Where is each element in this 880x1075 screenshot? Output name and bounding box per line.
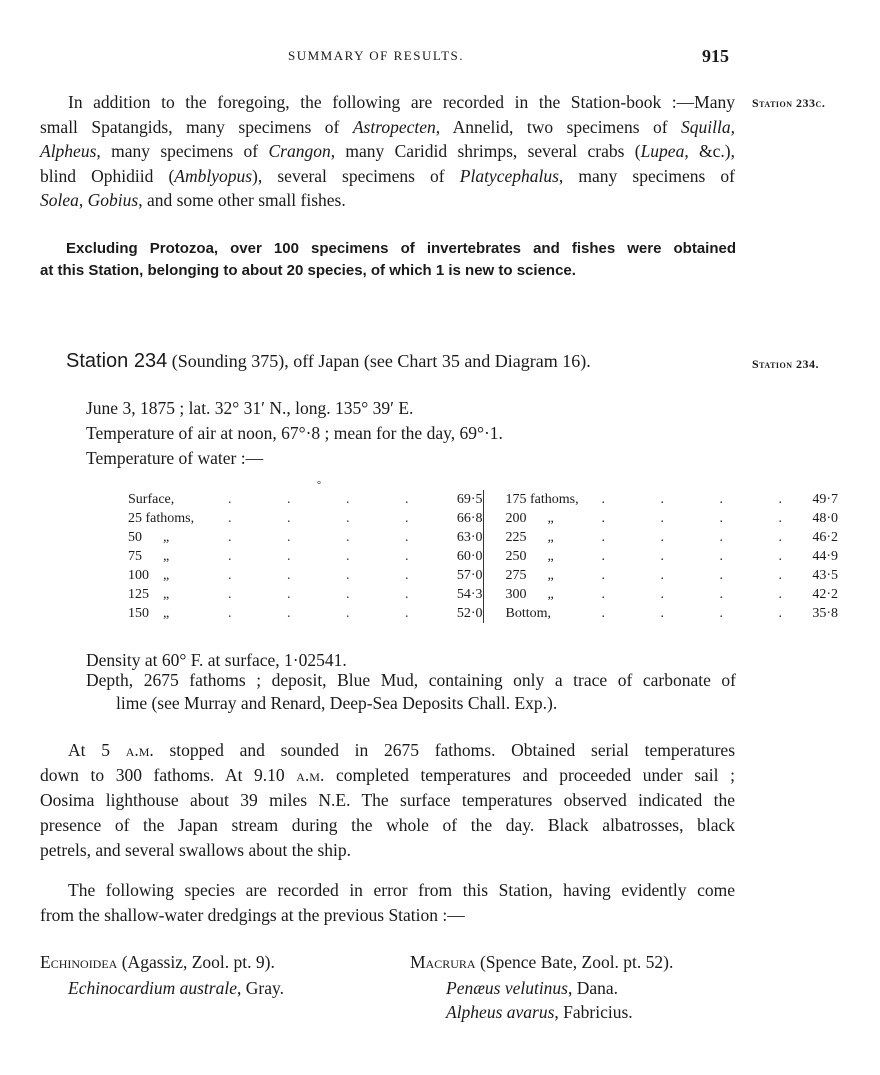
italic-term: Amblyopus <box>174 165 253 186</box>
text-segment: , many Caridid shrimps, several crabs ( <box>330 141 641 161</box>
side-note-station-233c: Station 233c. <box>752 96 826 110</box>
italic-term: Gobius <box>87 190 139 210</box>
depth-label: 175 fathoms, <box>505 492 579 507</box>
table-row <box>128 509 838 528</box>
leader-dots: . . . . <box>228 549 435 564</box>
temperature-table <box>128 490 838 623</box>
text-segment: a.m. <box>125 740 154 760</box>
temperature-value: 48·0 <box>812 511 838 526</box>
temperature-value: 69·5 <box>456 492 483 507</box>
depth-label: 275 „ <box>505 568 554 583</box>
leader-dots: . . . . <box>601 606 808 621</box>
text-line <box>68 92 735 113</box>
depth-label: 250 „ <box>505 549 554 564</box>
leader-dots: . . . . <box>601 530 808 545</box>
text-segment: from the shallow-water dredgings at the previous Station :— <box>40 905 465 925</box>
text-line <box>40 815 735 836</box>
italic-term: Squilla, <box>681 116 735 137</box>
table-row <box>128 604 838 623</box>
temperature-value: 63·0 <box>456 530 483 545</box>
text-line <box>40 190 735 211</box>
text-segment: small Spatangids, many specimens of <box>40 116 353 137</box>
species-name: Penæus velutinus <box>446 978 568 998</box>
density-line: Density at 60° F. at surface, 1·02541. <box>86 650 347 670</box>
page-number: 915 <box>702 46 729 66</box>
text-line <box>40 905 735 926</box>
table-row <box>128 528 838 547</box>
leader-dots: . . . . <box>228 511 435 526</box>
temperature-value: 49·7 <box>812 492 838 507</box>
text-line <box>40 790 735 811</box>
depth-label: Bottom, <box>505 606 552 621</box>
italic-term: Astropecten <box>352 116 436 137</box>
temperature-value: 42·2 <box>812 587 838 602</box>
species-name: Alpheus avarus <box>446 1002 555 1022</box>
depth-label: 100 „ <box>128 568 170 583</box>
temperature-value: 54·3 <box>456 587 483 602</box>
temperature-value: 35·8 <box>812 606 838 621</box>
station-heading <box>66 350 591 373</box>
leader-dots: . . . . <box>228 492 435 507</box>
degree-mark: ° <box>317 480 321 491</box>
temperature-value: 44·9 <box>812 549 838 564</box>
text-line <box>40 765 735 786</box>
column-divider <box>483 547 506 566</box>
leader-dots: . . . . <box>228 568 435 583</box>
echinoidea-heading <box>40 952 275 973</box>
depth-label: 300 „ <box>505 587 554 602</box>
italic-term: Lupea <box>640 141 685 161</box>
text-segment: petrels, and several swallows about the ship. <box>40 840 352 860</box>
column-divider <box>483 490 506 509</box>
side-note-station-234: Station 234. <box>752 357 820 371</box>
leader-dots: . . . . <box>601 492 808 507</box>
group-reference: (Agassiz, Zool. pt. 9). <box>117 952 275 972</box>
species-name: Echinocardium australe <box>68 978 237 998</box>
meta-line-water-temp: Temperature of water :— <box>86 448 264 468</box>
text-line <box>40 117 735 138</box>
species-entry <box>446 1002 633 1023</box>
group-name: Macrura <box>410 952 476 972</box>
temperature-value: 46·2 <box>812 530 838 545</box>
column-divider <box>483 566 506 585</box>
temperature-value: 52·0 <box>456 606 483 621</box>
table-row <box>128 490 838 509</box>
leader-dots: . . . . <box>601 568 808 583</box>
meta-line-air-temp: Temperature of air at noon, 67°·8 ; mean for the day, 69°·1. <box>86 423 503 443</box>
text-segment: , <box>78 190 88 210</box>
species-author: , Fabricius. <box>554 1002 633 1022</box>
text-segment: In addition to the foregoing, the following are recorded in the Station-book :—Many <box>68 92 735 112</box>
text-segment: ), several specimens of <box>252 165 460 186</box>
italic-term: Crangon <box>268 141 331 161</box>
text-line <box>40 141 735 162</box>
depth-line: lime (see Murray and Renard, Deep-Sea Deposits Chall. Exp.). <box>116 693 558 713</box>
leader-dots: . . . . <box>228 530 435 545</box>
italic-term: Platycephalus <box>459 165 559 186</box>
depth-label: Surface, <box>128 492 175 507</box>
text-segment: a.m. <box>296 765 325 785</box>
macrura-heading <box>410 952 673 973</box>
text-segment: , &c.), <box>684 141 735 161</box>
leader-dots: . . . . <box>601 549 808 564</box>
depth-label: 200 „ <box>505 511 554 526</box>
text-segment: The following species are recorded in error from this Station, having evidently come <box>68 880 735 900</box>
text-segment: At 5 <box>68 740 126 760</box>
italic-term: Alpheus, <box>40 141 101 161</box>
temperature-value: 60·0 <box>456 549 483 564</box>
text-segment: completed temperatures and proceeded under sail ; <box>324 765 735 785</box>
text-segment: , and some other small fishes. <box>138 190 346 210</box>
group-name: Echinoidea <box>40 952 118 972</box>
text-segment: Oosima lighthouse about 39 miles N.E. The surface temperatures observed indicated the <box>40 790 735 810</box>
text-segment: blind Ophidiid ( <box>40 165 175 186</box>
table-row <box>128 566 838 585</box>
species-entry <box>68 978 284 999</box>
meta-line-date: June 3, 1875 ; lat. 32° 31′ N., long. 135° 39′ E. <box>86 398 414 418</box>
station-title: Station 234 <box>66 350 168 372</box>
temperature-value: 66·8 <box>456 511 483 526</box>
text-segment: stopped and sounded in 2675 fathoms. Obtained serial temperatures <box>153 740 736 760</box>
species-author: , Gray. <box>236 978 284 998</box>
summary-line: Excluding Protozoa, over 100 specimens of invertebrates and fishes were obtained <box>66 240 736 257</box>
text-segment: presence of the Japan stream during the whole of the day. Black albatrosses, black <box>40 815 735 835</box>
summary-line: at this Station, belonging to about 20 species, of which 1 is new to science. <box>40 262 576 279</box>
species-entry <box>446 978 618 999</box>
text-segment: down to 300 fathoms. At 9.10 <box>40 765 297 785</box>
text-segment: , Annelid, two specimens of <box>435 116 682 137</box>
text-segment: many specimens of <box>100 141 269 161</box>
depth-label: 50 „ <box>128 530 170 545</box>
station-subtitle: (Sounding 375), off Japan (see Chart 35 and Diagram 16). <box>167 351 591 371</box>
depth-label: 225 „ <box>505 530 554 545</box>
column-divider <box>483 585 506 604</box>
column-divider <box>483 604 506 623</box>
column-divider <box>483 509 506 528</box>
leader-dots: . . . . <box>228 587 435 602</box>
table-row <box>128 585 838 604</box>
text-line <box>40 840 735 861</box>
group-reference: (Spence Bate, Zool. pt. 52). <box>475 952 674 972</box>
temperature-value: 57·0 <box>456 568 483 583</box>
depth-label: 25 fathoms, <box>128 511 195 526</box>
running-title: SUMMARY OF RESULTS. <box>288 48 465 63</box>
temperature-value: 43·5 <box>812 568 838 583</box>
text-line <box>68 880 735 901</box>
italic-term: Solea <box>40 190 79 210</box>
column-divider <box>483 528 506 547</box>
species-author: , Dana. <box>568 978 619 998</box>
text-line <box>40 166 735 187</box>
text-segment: , many specimens of <box>558 165 735 186</box>
depth-line: Depth, 2675 fathoms ; deposit, Blue Mud, containing only a trace of carbonate of <box>86 670 736 690</box>
leader-dots: . . . . <box>601 511 808 526</box>
text-line <box>68 740 735 761</box>
table-row <box>128 547 838 566</box>
leader-dots: . . . . <box>228 606 435 621</box>
depth-label: 75 „ <box>128 549 170 564</box>
depth-label: 125 „ <box>128 587 170 602</box>
depth-label: 150 „ <box>128 606 170 621</box>
leader-dots: . . . . <box>601 587 808 602</box>
